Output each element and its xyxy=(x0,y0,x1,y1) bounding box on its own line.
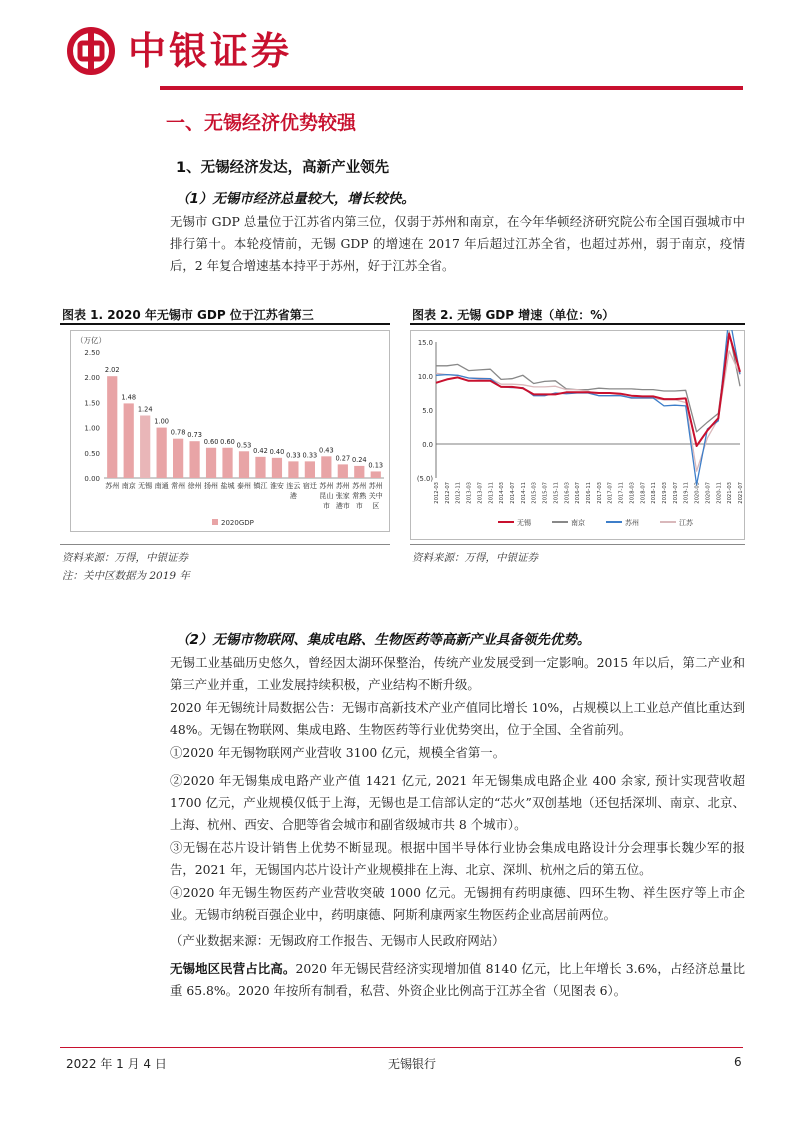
line-chart-x-tick: 2020-03 xyxy=(694,482,701,504)
bar-category-label-line: 泰州 xyxy=(237,482,251,490)
bar-category-label-line: 苏州 xyxy=(335,482,350,490)
bar-value-label: 0.33 xyxy=(302,451,318,460)
bar-value-label: 0.40 xyxy=(269,447,285,456)
bar-12 xyxy=(288,461,298,478)
bar-category-label xyxy=(221,481,235,490)
bar-value-label: 0.27 xyxy=(335,454,351,463)
bar-8 xyxy=(222,448,232,478)
line-chart-x-tick: 2020-07 xyxy=(705,482,712,504)
line-chart-x-tick: 2015-11 xyxy=(553,482,560,504)
footer-date: 2022 年 1 月 4 日 xyxy=(66,1057,167,1071)
bar-value-label: 1.24 xyxy=(137,405,153,414)
bar-category-label xyxy=(204,481,218,490)
line-chart-x-tick: 2015-07 xyxy=(542,482,549,504)
figure-1-source: 资料来源：万得，中银证券 xyxy=(62,552,188,564)
line-chart-x-tick: 2018-07 xyxy=(640,482,647,504)
line-chart-x-tick: 2018-11 xyxy=(651,482,658,504)
bar-category-label-line: 扬州 xyxy=(204,482,219,490)
paragraph-8-text: 2020 年无锡民营经济实现增加值 8140 亿元，比上年增长 3.6%，占经济总量比重 65.8%。2020 年按所有制看，私营、外资企业比例高于江苏全省（见图表 6）。 xyxy=(170,961,745,998)
figure-2-title: 图表 2. 无锡 GDP 增速（单位：%） xyxy=(412,308,615,322)
bar-category-label-line: 张家 xyxy=(335,492,350,500)
line-chart-y-tick: 10.0 xyxy=(417,373,433,381)
bar-category-label xyxy=(336,481,350,510)
bar-value-label: 0.60 xyxy=(203,437,219,446)
bar-category-label xyxy=(188,481,202,490)
bar-category-label-line: 苏州 xyxy=(352,482,367,490)
bar-category-label-line: 关中 xyxy=(368,492,383,500)
bar-category-label-line: 市 xyxy=(355,502,363,510)
line-chart-x-tick: 2018-03 xyxy=(629,482,636,504)
bar-chart-y-tick: 0.50 xyxy=(84,449,100,458)
line-chart-x-tick: 2012-07 xyxy=(444,482,451,504)
line-chart-x-tick: 2012-11 xyxy=(455,482,462,504)
figure-1-top-rule xyxy=(60,323,390,325)
figure-1-title: 图表 1. 2020 年无锡市 GDP 位于江苏省第三 xyxy=(62,308,314,322)
subsection-title: 1、无锡经济发达，高新产业领先 xyxy=(176,160,390,176)
line-legend-label: 无锡 xyxy=(517,519,531,527)
line-chart-x-tick: 2013-11 xyxy=(488,482,495,504)
bar-16 xyxy=(354,466,364,478)
bar-category-label-line: 南通 xyxy=(154,482,169,490)
bar-category-label-line: 港市 xyxy=(335,502,350,510)
bar-legend-label: 2020GDP xyxy=(221,519,254,527)
bar-category-label-line: 宿迁 xyxy=(302,482,317,490)
bar-5 xyxy=(173,439,183,478)
footer-rule xyxy=(60,1047,743,1048)
footer-title: 无锡银行 xyxy=(388,1057,437,1071)
bar-6 xyxy=(189,441,199,478)
bar-11 xyxy=(272,458,282,478)
bar-4 xyxy=(157,428,167,478)
series-line-3 xyxy=(436,330,740,485)
bar-chart-y-tick: 2.50 xyxy=(84,349,100,357)
bar-category-label-line: 常熟 xyxy=(352,492,367,500)
bar-chart-y-tick: 1.00 xyxy=(84,424,100,433)
line-chart-x-tick: 2019-11 xyxy=(683,482,690,504)
line-chart-x-tick: 2016-11 xyxy=(586,482,592,504)
bar-category-label-line: 市 xyxy=(322,502,330,510)
bar-value-label: 0.60 xyxy=(220,437,235,446)
line-legend-label: 南京 xyxy=(571,519,585,527)
bar-13 xyxy=(305,461,315,478)
bar-category-label xyxy=(155,481,169,490)
paragraph-8 xyxy=(170,958,745,1002)
bar-category-label xyxy=(286,481,300,500)
line-chart-x-tick: 2019-03 xyxy=(662,482,668,504)
paragraph-2: 2020 年无锡统计局数据公告：无锡市高新技术产业产值同比增长 10%，占规模以上工业总产值比重达到 48%。无锡在物联网、集成电路、生物医药等行业优势突出，位于全国、全省前列。 xyxy=(170,700,745,737)
bar-category-label xyxy=(171,481,185,490)
line-chart-x-tick: 2017-03 xyxy=(596,482,603,504)
paragraph-7: （产业数据来源：无锡政府工作报告、无锡市人民政府网站） xyxy=(170,933,505,948)
line-chart-x-tick: 2015-03 xyxy=(531,482,538,504)
bar-category-label-line: 无锡 xyxy=(138,482,153,490)
bar-10 xyxy=(255,457,265,478)
line-chart-y-tick: (5.0) xyxy=(416,475,433,483)
bar-value-label: 1.00 xyxy=(154,417,169,426)
line-chart-x-tick: 2020-11 xyxy=(716,482,723,504)
figure-1-bottom-rule xyxy=(60,544,390,545)
bar-value-label: 0.33 xyxy=(286,451,301,460)
brand-logo xyxy=(66,26,292,76)
bar-category-label-line: 苏州 xyxy=(368,482,383,490)
bar-category-label-line: 港 xyxy=(289,492,297,500)
series-line-4 xyxy=(436,351,740,471)
bar-chart-y-unit: （万亿） xyxy=(76,336,106,345)
bar-value-label: 0.78 xyxy=(170,428,186,437)
bar-value-label: 2.02 xyxy=(104,366,120,375)
gdp-bar-chart-svg xyxy=(70,330,390,532)
line-chart-x-tick: 2012-03 xyxy=(434,482,440,504)
bar-chart-y-tick: 2.00 xyxy=(84,374,100,383)
bank-of-china-logo-icon xyxy=(66,26,116,76)
line-chart-x-tick: 2013-03 xyxy=(466,482,473,504)
bar-category-label-line: 镇江 xyxy=(253,482,268,490)
line-chart-x-tick: 2019-07 xyxy=(672,482,679,504)
bar-value-label: 1.48 xyxy=(121,393,137,402)
point-2-title: （2）无锡市物联网、集成电路、生物医药等高新产业具备领先优势。 xyxy=(176,632,591,648)
section-title: 一、无锡经济优势较强 xyxy=(166,112,357,134)
line-chart-y-tick: 15.0 xyxy=(417,339,433,347)
bar-category-label xyxy=(122,481,136,490)
line-chart-x-tick: 2017-11 xyxy=(618,482,625,504)
bar-category-label xyxy=(369,481,383,510)
line-chart-x-tick: 2021-03 xyxy=(727,482,734,504)
bar-category-label-line: 连云 xyxy=(286,482,301,490)
point-1-paragraph: 无锡市 GDP 总量位于江苏省内第三位，仅弱于苏州和南京，在今年华顿经济研究院公布全国百强城市中排行第十。本轮疫情前，无锡 GDP 的增速在 2017 年后超过江苏全省，也超过苏州，弱于南京，疫情后，2 年复合增速基本持平于苏州，好于江苏全省。 xyxy=(170,214,745,273)
line-legend-label: 江苏 xyxy=(679,519,693,527)
paragraph-8-lead: 无锡地区民营占比高。 xyxy=(170,961,296,976)
point-1-title: （1）无锡市经济总量较大，增长较快。 xyxy=(176,191,415,207)
bar-category-label xyxy=(352,481,367,510)
bar-category-label-line: 常州 xyxy=(171,482,186,490)
bar-category-label xyxy=(105,481,119,490)
bar-category-label-line: 徐州 xyxy=(187,482,202,490)
bar-category-label xyxy=(319,481,333,510)
figure-2-source: 资料来源：万得，中银证券 xyxy=(412,552,538,564)
gdp-growth-line-chart xyxy=(410,330,745,540)
bar-value-label: 0.24 xyxy=(351,455,367,464)
bar-1 xyxy=(107,376,117,478)
bar-14 xyxy=(321,456,331,478)
brand-name: 中银证券 xyxy=(128,29,293,73)
bar-legend-swatch xyxy=(212,519,218,525)
figure-2-top-rule xyxy=(410,323,745,325)
bar-category-label-line: 区 xyxy=(372,502,380,510)
bar-chart-y-tick: 1.50 xyxy=(84,399,100,408)
bar-category-label-line: 昆山 xyxy=(319,492,334,500)
bar-category-label xyxy=(138,481,152,490)
bar-category-label-line: 苏州 xyxy=(319,482,334,490)
page-number: 6 xyxy=(734,1055,742,1069)
bar-2 xyxy=(124,403,134,478)
line-chart-x-tick: 2014-11 xyxy=(520,482,527,504)
bar-category-label-line: 盐城 xyxy=(220,482,235,490)
bar-value-label: 0.13 xyxy=(368,461,384,470)
line-chart-y-tick: 0.0 xyxy=(422,441,433,449)
bar-category-label-line: 南京 xyxy=(121,482,136,490)
bar-value-label: 0.43 xyxy=(319,446,334,455)
bar-7 xyxy=(206,448,216,478)
gdp-growth-line-chart-svg xyxy=(410,330,745,540)
figure-1-note: 注：关中区数据为 2019 年 xyxy=(62,570,190,582)
line-chart-x-tick: 2016-07 xyxy=(575,482,582,504)
line-chart-y-tick: 5.0 xyxy=(422,407,433,415)
bar-value-label: 0.53 xyxy=(236,441,252,450)
bar-value-label: 0.42 xyxy=(253,446,268,455)
bar-category-label-line: 苏州 xyxy=(105,482,120,490)
gdp-bar-chart xyxy=(70,330,390,532)
line-chart-x-tick: 2014-03 xyxy=(499,482,506,504)
line-chart-x-tick: 2017-07 xyxy=(607,482,614,504)
bar-category-label xyxy=(270,481,284,490)
bar-3 xyxy=(140,416,150,478)
line-chart-x-tick: 2014-07 xyxy=(510,482,516,504)
bar-value-label: 0.73 xyxy=(187,431,202,440)
bar-9 xyxy=(239,451,249,478)
bar-category-label-line: 淮安 xyxy=(269,482,284,490)
paragraph-3: ①2020 年无锡物联网产业营收 3100 亿元，规模全省第一。 xyxy=(170,745,506,760)
bar-category-label xyxy=(237,481,251,490)
bar-category-label xyxy=(253,481,267,490)
paragraph-1: 无锡工业基础历史悠久，曾经因太湖环保整治，传统产业发展受到一定影响。2015 年以后，第二产业和第三产业并重，工业发展持续积极，产业结构不断升级。 xyxy=(170,655,745,692)
line-chart-x-tick: 2021-07 xyxy=(738,482,744,504)
paragraph-6: ④2020 年无锡生物医药产业营收突破 1000 亿元。无锡拥有药明康德、四环生物、祥生医疗等上市企业。无锡市纳税百强企业中，药明康德、阿斯利康两家生物医药企业高居前两位。 xyxy=(170,885,745,922)
bar-chart-y-tick: 0.00 xyxy=(84,475,100,483)
paragraph-4: ②2020 年无锡集成电路产业产值 1421 亿元, 2021 年无锡集成电路企业 400 余家, 预计实现营收超 1700 亿元，产业规模仅低于上海，无锡也是工信部认定的“芯火”双创基地（还包括深圳、南京、北京、上海、杭州、西安、合肥等省会城市和副省级城市共 8 个城市）。 xyxy=(170,773,745,832)
line-chart-x-tick: 2016-03 xyxy=(564,482,571,504)
figure-2-bottom-rule xyxy=(410,544,745,545)
line-chart-x-tick: 2013-07 xyxy=(477,482,484,504)
bar-category-label xyxy=(303,481,317,490)
paragraph-5: ③无锡在芯片设计销售上优势不断显现。根据中国半导体行业协会集成电路设计分会理事长魏少军的报告，2021 年，无锡国内芯片设计产业规模排在上海、北京、深圳、杭州之后的第五位。 xyxy=(170,840,745,877)
bar-15 xyxy=(338,464,348,478)
line-legend-label: 苏州 xyxy=(625,519,639,527)
bar-17 xyxy=(371,471,381,478)
header-rule xyxy=(160,86,743,90)
